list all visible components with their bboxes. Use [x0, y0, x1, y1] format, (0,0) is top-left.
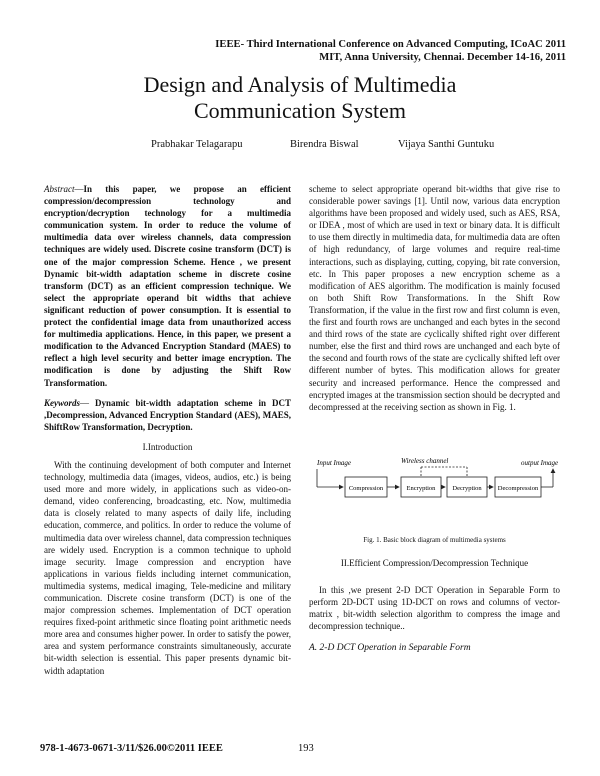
- author-3: Vijaya Santhi Guntuku: [398, 139, 495, 150]
- figure-1-caption: Fig. 1. Basic block diagram of multimedia systems: [363, 536, 506, 544]
- subsection-a-heading: A. 2-D DCT Operation in Separable Form: [309, 643, 471, 653]
- keywords: Keywords— Dynamic bit-width adaptation scheme in DCT ,Decompression, Advanced Encryption Standard (AES), MAES, ShiftRow Transformation, Decryption.: [44, 397, 291, 432]
- paper-title-line-1: Design and Analysis of Multimedia: [143, 72, 457, 97]
- abstract: Abstract—In this paper, we propose an efficient compression/decompression technology and encryption/decryption technology for a multimedia communication system. In order to reduce the volume of multimedia data over wireless channels, data compression techniques are widely used. Discrete cosine transform (DCT) is one of the major compression Scheme. Hence , we present Dynamic bit-width adaptation scheme in discrete cosine transform (DCT) as an efficient compression technique. We select the appropriate operand bit widths that achieve significant reduction of power consumption. It is essential to protect the confidential image data from unauthorized access for multimedia applications. Hence, in this paper, we present a modification to the Advanced Encryption Standard (MAES) to reflect a high level security and better image encryption. The modification is done by adjusting the Shift Row Transformation.: [44, 184, 291, 388]
- conference-line-2: MIT, Anna University, Chennai. December 14-16, 2011: [319, 52, 566, 63]
- page-number: 193: [298, 743, 314, 754]
- keywords-label: Keywords: [44, 397, 80, 408]
- conference-line-1: IEEE- Third International Conference on Advanced Computing, ICoAC 2011: [215, 39, 566, 50]
- section-2-heading: II.Efficient Compression/Decompression Technique: [340, 558, 529, 568]
- author-2: Birendra Biswal: [290, 139, 359, 150]
- section-2-text: In this ,we present 2-D DCT Operation in Separable Form to perform 2D-DCT using 1D-DCT on rows and columns of vector- matrix , bit-width selection algorithm to compress the image and decompression technique..: [309, 585, 560, 632]
- footer-isbn: 978-1-4673-0671-3/11/$26.00©2011 IEEE: [40, 743, 223, 754]
- compression-block-label: Compression: [348, 485, 384, 492]
- section-1-text: With the continuing development of both computer and Internet technology, multimedia data (images, videos, audios, etc.) is being used more and more widely, in applications such as video-on-demand, video conferencing, broadcasting, etc. Now, multimedia data is closely related to many aspects of daily life, including education, commerce, and politics. In order to reduce the volume of multimedia data over wireless channel, data compression techniques are widely used. Encryption is a common technique to uphold image security. Image compression and encryption have applications in various fields including internet communication, multimedia systems, medical imaging, Tele-medicine and military communication. Discrete cosine transform (DCT) is one of the major compression schemes. Implementation of DCT operation requires fixed-point arithmetic since floating point arithmetic needs more area and consumes higher power. In order to satisfy the power, area and system performance constraints simultaneously, accurate bit-width selection is essential. This paper presents dynamic bit-width adaptation: [44, 459, 291, 676]
- section-1-heading: I.Introduction: [142, 441, 193, 452]
- right-column-text: scheme to select appropriate operand bit-widths that give rise to considerable power savings [1]. Until now, various data encryption algorithms have been proposed and widely used, such as AES, RSA, or IDEA , most of which are used in text or binary data. It is difficult to use them directly in multimedia data, for multimedia data are often of high redundancy, of large volumes and require real-time interactions, such as displaying, cutting, copying, bit rate conversion, etc. In This paper proposes a new encryption scheme as a modification of AES algorithm. The modification is mainly focused on both Shift Row Transformations. In the Shift Row Transformation, if the value in the first row and first column is even, the first and fourth rows are unchanged and each bytes in the second and third rows of the state are cyclically shifted right over different number, else the first and third rows are unchanged and each byte of the second and fourth rows of the state are cyclically shifted left over different number of bytes. This modification allows for greater security and increased performance. Hence the compressed and encrypted images at the transmission section should be decrypted and decompressed at the receiving section as shown in Fig. 1.: [309, 184, 560, 412]
- keywords-text: Dynamic bit-width adaptation scheme in DCT ,Decompression, Advanced Encryption Standard (AES), MAES, ShiftRow Transformation, Decryption.: [44, 397, 291, 432]
- right-column: [309, 183, 560, 413]
- decryption-block-label: Decryption: [452, 485, 482, 492]
- block-diagram: [309, 455, 560, 527]
- encryption-block-label: Encryption: [406, 485, 436, 492]
- abstract-text: In this paper, we propose an efficient compression/decompression technology and encryption/decryption technology for a multimedia communication system. In order to reduce the volume of multimedia data over wireless channels, data compression techniques are widely used. Discrete cosine transform (DCT) is one of the major compression Scheme. Hence , we present Dynamic bit-width adaptation scheme in discrete cosine transform (DCT) as an efficient compression technique. We select the appropriate operand bit widths that achieve significant reduction of power consumption. It is essential to protect the confidential image data from unauthorized access for multimedia applications. Hence, in this paper, we present a modification to the Advanced Encryption Standard (MAES) to reflect a high level security and better image encryption. The modification is done by adjusting the Shift Row Transformation.: [44, 184, 291, 388]
- output-image-label: output Image: [521, 459, 559, 467]
- abstract-label: Abstract: [44, 184, 75, 194]
- input-image-label: Input Image: [317, 459, 352, 467]
- author-1: Prabhakar Telagarapu: [151, 139, 243, 150]
- wireless-channel-label: Wireless channel: [401, 457, 449, 465]
- paper-title-line-2: Communication System: [193, 98, 407, 123]
- decompression-block-label: Decompression: [497, 485, 539, 492]
- left-column: [44, 183, 291, 677]
